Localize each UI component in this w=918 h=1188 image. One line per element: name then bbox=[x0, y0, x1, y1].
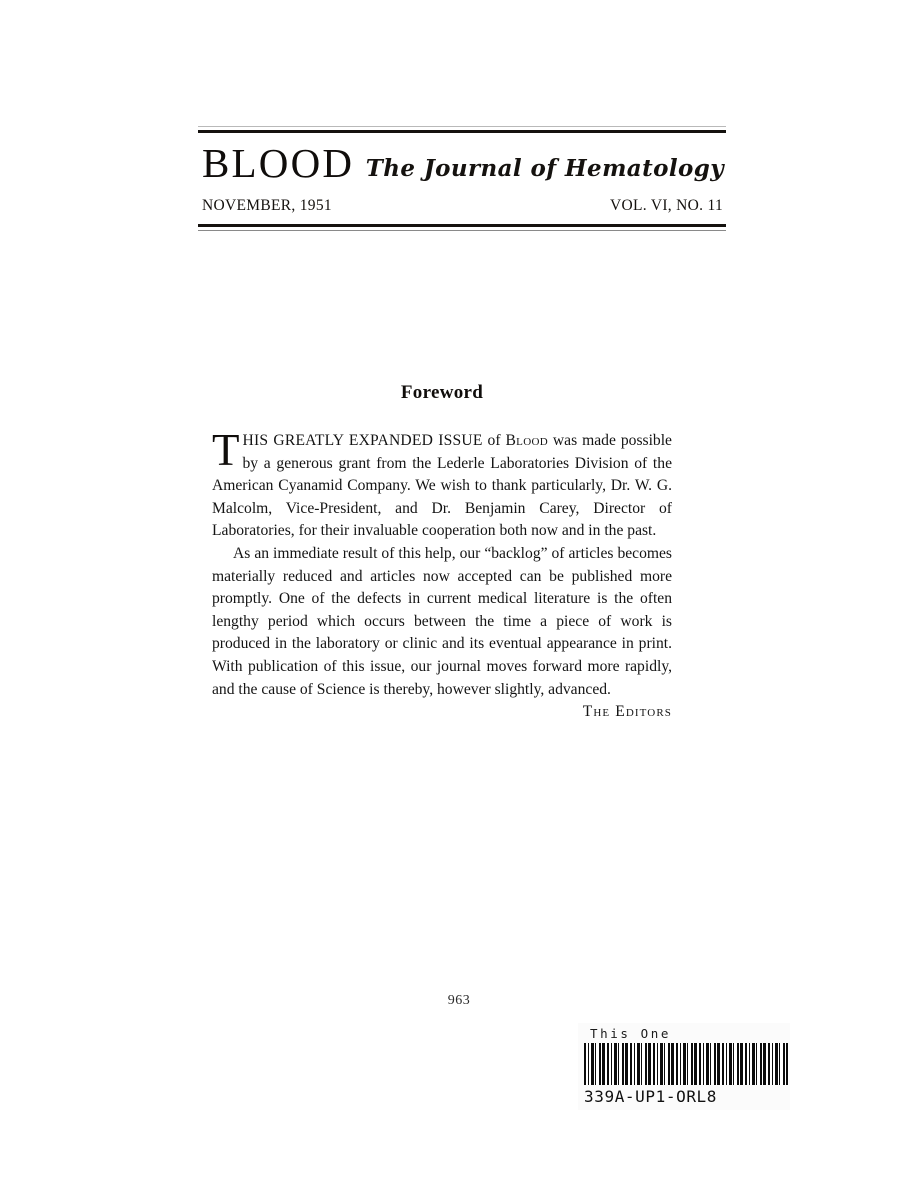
journal-subtitle: The Journal of Hematology bbox=[365, 155, 724, 182]
masthead-hairline-rule bbox=[198, 126, 726, 127]
opening-connector: of bbox=[482, 432, 506, 449]
paragraph-first-remainder: was made possible by a generous grant from the Lederle Laboratories Division of the American Cyanamid Company. We wish to thank particularly, Dr. W. G. Malcolm, Vice-President, and Dr. Benjamin Carey, Director of Laboratories, for their invaluable cooperation both now and in the past. bbox=[212, 432, 672, 540]
drop-cap: T bbox=[212, 425, 240, 475]
barcode-bars-icon bbox=[584, 1043, 788, 1085]
article-signature: The Editors bbox=[582, 703, 672, 721]
opening-caps-run: HIS GREATLY EXPANDED ISSUE bbox=[242, 432, 483, 449]
barcode-caption: This One bbox=[590, 1026, 672, 1041]
page-number: 963 bbox=[447, 993, 471, 1008]
journal-wordmark: BLOOD bbox=[202, 140, 355, 186]
masthead-bottom-thin-rule bbox=[198, 230, 726, 231]
page-title: Foreword bbox=[400, 382, 484, 403]
barcode-number: 339A-UP1-ORL8 bbox=[584, 1087, 718, 1106]
journal-name-smallcaps: Blood bbox=[505, 432, 548, 449]
masthead-title-row bbox=[198, 133, 726, 186]
paragraph-second: As an immediate result of this help, our “backlog” of articles becomes materially reduced and articles now accepted can be published more promptly. One of the defects in current medical literature is the often lengthy period which occurs between the time a piece of work is produced in the laboratory or clinic and its eventual appearance in print. With publication of this issue, our journal moves forward more rapidly, and the cause of Science is thereby, however slightly, advanced. bbox=[212, 544, 672, 698]
masthead-bottom-rule bbox=[198, 224, 726, 227]
journal-masthead bbox=[198, 126, 726, 231]
masthead-issue-row bbox=[198, 186, 726, 224]
issue-date: NOVEMBER, 1951 bbox=[202, 197, 332, 214]
paragraph-first bbox=[212, 425, 672, 543]
volume-number: VOL. VI, NO. 11 bbox=[610, 197, 723, 214]
article-body bbox=[212, 382, 672, 721]
barcode-label bbox=[578, 1023, 790, 1110]
